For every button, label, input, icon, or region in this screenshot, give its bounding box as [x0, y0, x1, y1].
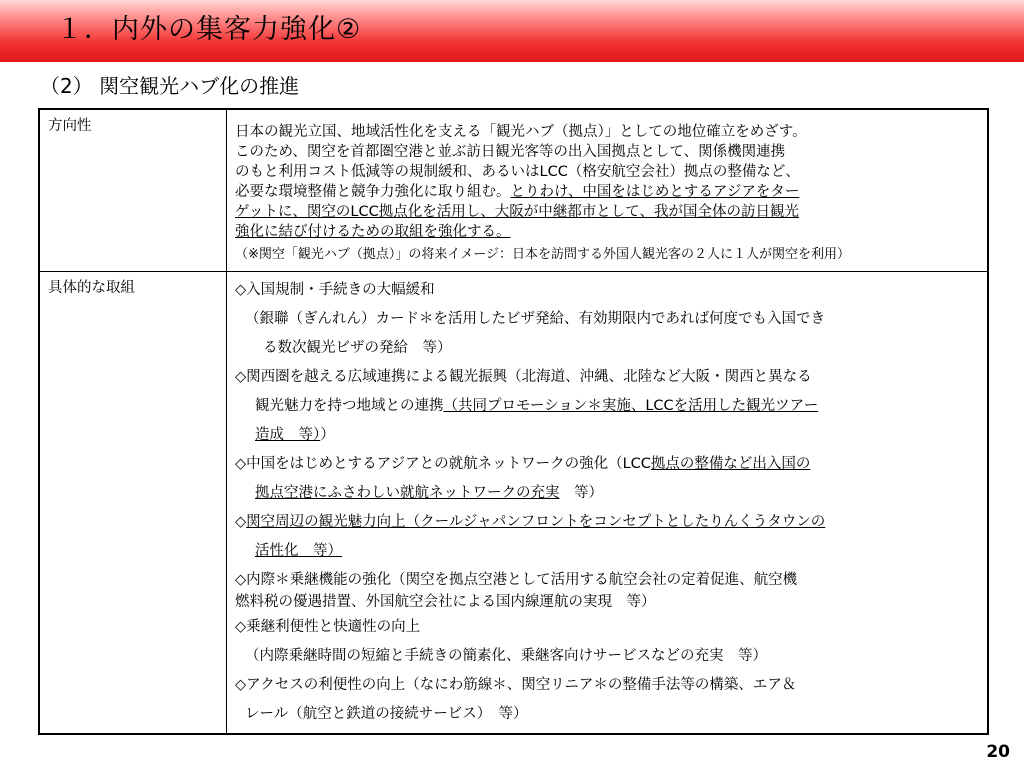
initiative-detail [235, 537, 979, 566]
section-subtitle: （2） 関空観光ハブ化の推進 [40, 74, 300, 98]
initiative-item-title: ◇入国規制・手続きの大幅緩和 [235, 282, 435, 298]
initiative-emphasis: 造成 等） [255, 427, 321, 443]
initiative-item-title: ◇アクセスの利便性の向上（なにわ筋線＊、関空リニア＊の整備手法等の構築、エア＆ [235, 677, 797, 693]
initiative-detail: （銀聯（ぎんれん）カード＊を活用したビザ発給、有効期限内であれば何度でも入国でき [245, 311, 825, 327]
direction-content [227, 109, 989, 272]
initiative-emphasis: （共同プロモーション＊実施、LCCを活用した観光ツアー [443, 398, 819, 414]
initiative-detail: る数次観光ビザの発給 等） [263, 340, 452, 356]
initiative-detail [235, 479, 979, 508]
initiative-emphasis: 関空周辺の観光魅力向上（クールジャパンフロントをコンセプトとしたりんくうタウンの [246, 514, 826, 530]
table-row-direction [39, 109, 988, 272]
initiatives-content [227, 272, 989, 735]
initiative-item-title: ◇乗継利便性と快適性の向上 [235, 619, 421, 635]
page-number: 20 [986, 742, 1010, 762]
initiative-text: 観光魅力を持つ地域との連携 [255, 398, 444, 414]
initiative-detail: （内際乗継時間の短縮と手続きの簡素化、乗継客向けサービスなどの充実 等） [245, 648, 767, 664]
initiative-emphasis: 拠点空港にふさわしい就航ネットワークの充実 [255, 485, 560, 501]
row-label-direction: 方向性 [39, 109, 227, 272]
initiative-text: ） [320, 427, 335, 443]
initiative-detail [235, 392, 979, 421]
initiative-detail [235, 421, 979, 450]
initiative-emphasis: 拠点の整備など出入国の [650, 456, 811, 472]
initiative-item-title [235, 450, 979, 479]
page-title: １．内外の集客力強化② [56, 14, 362, 45]
direction-line: 日本の観光立国、地域活性化を支える「観光ハブ（拠点）」としての地位確立をめざす。 [235, 124, 807, 140]
direction-text: 必要な環境整備と競争力強化に取り組む。 [235, 184, 511, 200]
direction-line: のもと利用コスト低減等の規制緩和、あるいはLCC（格安航空会社）拠点の整備など、 [235, 164, 800, 180]
initiative-item-title: ◇内際＊乗継機能の強化（関空を拠点空港として活用する航空会社の定着促進、航空機 [235, 572, 798, 588]
row-label-initiatives: 具体的な取組 [39, 272, 227, 735]
direction-emphasis: とりわけ、中国をはじめとするアジアをター [510, 184, 800, 200]
initiative-text: 等） [559, 485, 603, 501]
direction-line: このため、関空を首都圏空港と並ぶ訪日観光客等の出入国拠点として、関係機関連携 [235, 144, 786, 160]
initiative-text: ◇中国をはじめとするアジアとの就航ネットワークの強化（LCC [235, 456, 651, 472]
title-bar [0, 0, 1024, 62]
initiative-item-title [235, 508, 979, 537]
direction-emphasis: ゲットに、関空のLCC拠点化を活用し、大阪が中継都市として、我が国全体の訪日観光 [235, 204, 799, 220]
initiative-text: ◇ [235, 514, 247, 530]
initiative-emphasis: 活性化 等） [255, 543, 342, 559]
direction-note: （※関空「観光ハブ（拠点）」の将来イメージ：日本を訪問する外国人観光客の２人に１人が関空を利用） [235, 247, 851, 262]
initiative-item-title: ◇関西圏を越える広域連携による観光振興（北海道、沖縄、北陸など大阪・関西と異なる [235, 369, 812, 385]
policy-table [38, 108, 989, 735]
initiative-detail: 燃料税の優遇措置、外国航空会社による国内線運航の実現 等） [235, 594, 656, 610]
direction-line [235, 182, 979, 202]
initiative-detail: レール（航空と鉄道の接続サービス） 等） [245, 706, 528, 722]
table-row-initiatives [39, 272, 988, 735]
direction-emphasis: 強化に結び付けるための取組を強化する。 [235, 224, 511, 240]
